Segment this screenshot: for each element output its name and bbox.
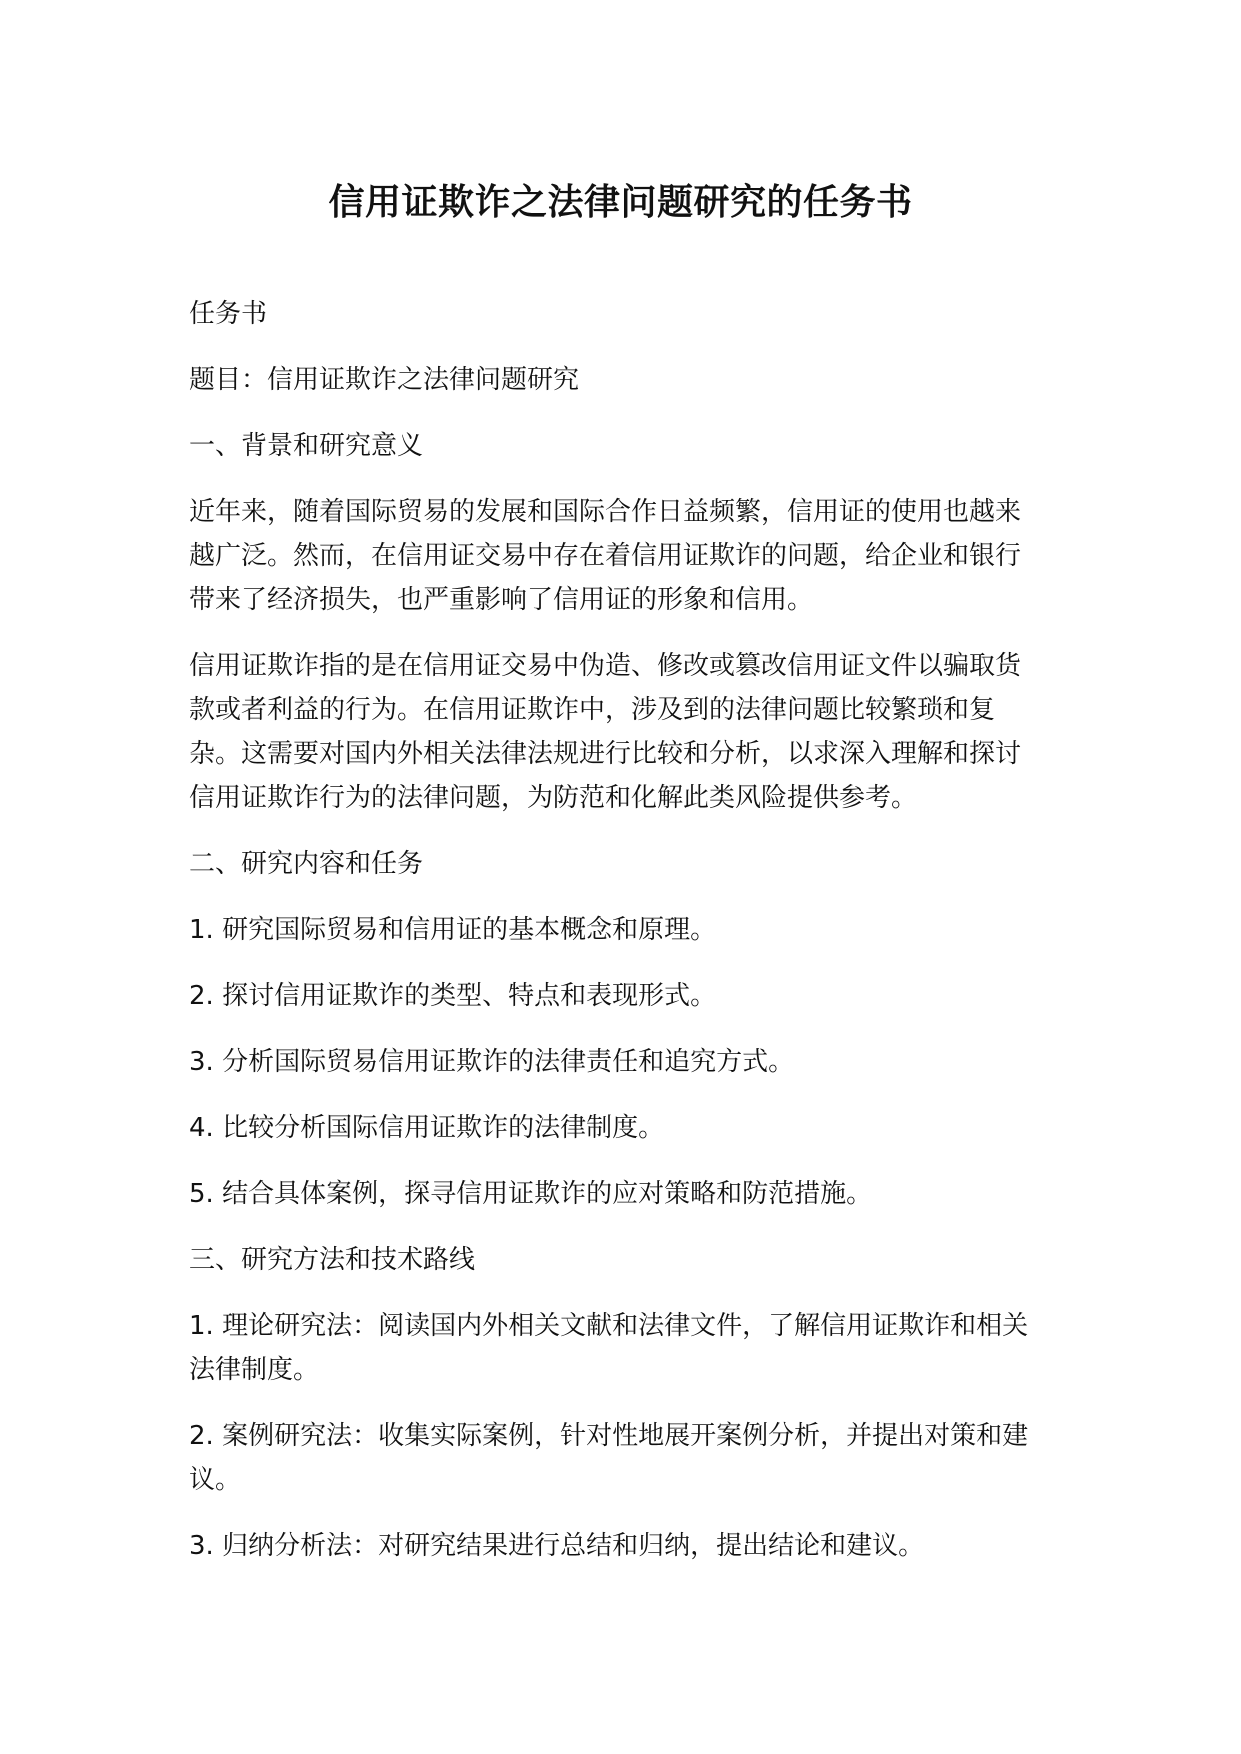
- document-label: 任务书: [189, 299, 268, 329]
- section-heading-background: 一、背景和研究意义: [189, 431, 424, 461]
- section-heading-methods: 三、研究方法和技术路线: [189, 1245, 476, 1275]
- content-list-item: 5. 结合具体案例，探寻信用证欺诈的应对策略和防范措施。: [189, 1179, 873, 1209]
- content-list-item: 4. 比较分析国际信用证欺诈的法律制度。: [189, 1113, 665, 1143]
- method-list-item: 2. 案例研究法：收集实际案例，针对性地展开案例分析，并提出对策和建议。: [189, 1421, 1029, 1495]
- section-heading-content: 二、研究内容和任务: [189, 849, 424, 879]
- content-list-item: 3. 分析国际贸易信用证欺诈的法律责任和追究方式。: [189, 1047, 795, 1077]
- background-paragraph-2: 信用证欺诈指的是在信用证交易中伪造、修改或篡改信用证文件以骗取货款或者利益的行为。在信用证欺诈中，涉及到的法律问题比较繁琐和复杂。这需要对国内外相关法律法规进行比较和分析，以求深入理解和探讨信用证欺诈行为的法律问题，为防范和化解此类风险提供参考。: [189, 651, 1022, 813]
- content-list-item: 2. 探讨信用证欺诈的类型、特点和表现形式。: [189, 981, 717, 1011]
- method-list-item: 3. 归纳分析法：对研究结果进行总结和归纳，提出结论和建议。: [189, 1531, 925, 1561]
- document-body: [189, 292, 1039, 1590]
- document-title: 信用证欺诈之法律问题研究的任务书: [328, 182, 913, 223]
- content-list-item: 1. 研究国际贸易和信用证的基本概念和原理。: [189, 915, 717, 945]
- background-paragraph-1: 近年来，随着国际贸易的发展和国际合作日益频繁，信用证的使用也越来越广泛。然而，在信用证交易中存在着信用证欺诈的问题，给企业和银行带来了经济损失，也严重影响了信用证的形象和信用。: [189, 497, 1022, 615]
- document-topic: 题目：信用证欺诈之法律问题研究: [189, 365, 580, 395]
- method-list-item: 1. 理论研究法：阅读国内外相关文献和法律文件，了解信用证欺诈和相关法律制度。: [189, 1311, 1029, 1385]
